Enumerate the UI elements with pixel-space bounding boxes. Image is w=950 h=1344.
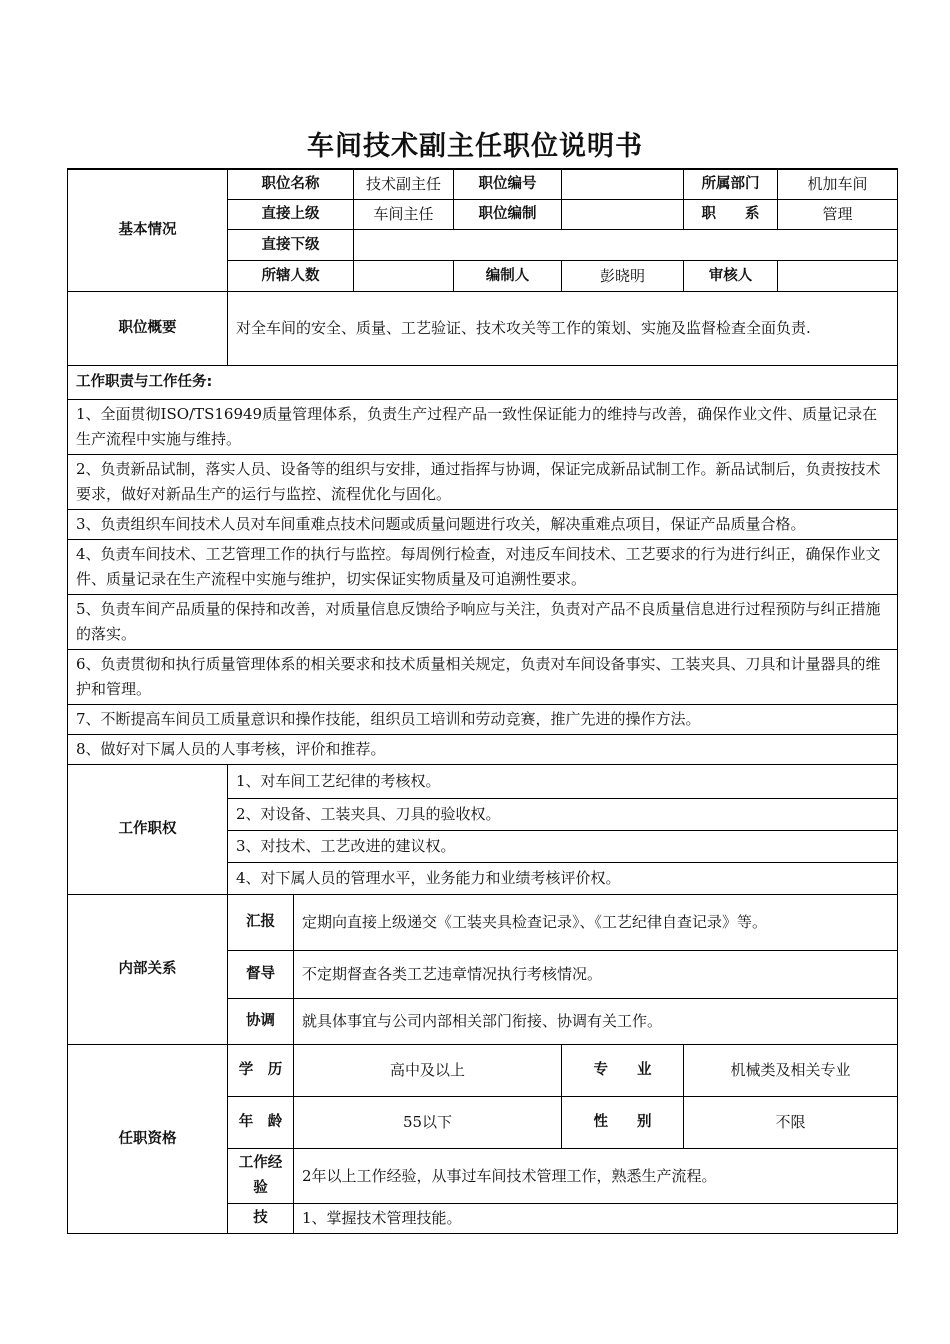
skill-text: 1、掌握技术管理技能。 (294, 1204, 898, 1234)
skill-label: 技 (228, 1204, 294, 1234)
duty-item: 7、不断提高车间员工质量意识和操作技能，组织员工培训和劳动竞赛，推广先进的操作方法。 (68, 705, 898, 735)
education-value: 高中及以上 (294, 1045, 562, 1097)
staffing-value (562, 200, 684, 230)
authority-item: 3、对技术、工艺改进的建议权。 (228, 831, 898, 863)
gender-value: 不限 (684, 1097, 898, 1149)
dept-label: 所属部门 (684, 169, 778, 200)
coordinate-label: 协调 (228, 999, 294, 1045)
relations-label: 内部关系 (68, 895, 228, 1045)
qualification-label: 任职资格 (68, 1045, 228, 1234)
report-text: 定期向直接上级递交《工装夹具检查记录》、《工艺纪律自查记录》等。 (294, 895, 898, 951)
job-description-table (67, 168, 898, 1234)
experience-text: 2年以上工作经验，从事过车间技术管理工作，熟悉生产流程。 (294, 1149, 898, 1204)
authority-item: 1、对车间工艺纪律的考核权。 (228, 765, 898, 799)
supervise-text: 不定期督查各类工艺违章情况执行考核情况。 (294, 951, 898, 999)
authority-item: 4、对下属人员的管理水平，业务能力和业绩考核评价权。 (228, 863, 898, 895)
major-value: 机械类及相关专业 (684, 1045, 898, 1097)
major-label: 专 业 (562, 1045, 684, 1097)
duty-item: 4、负责车间技术、工艺管理工作的执行与监控。每周例行检查，对违反车间技术、工艺要求的行为进行纠正，确保作业文件、质量记录在生产流程中实施与维护，切实保证实物质量及可追溯性要求。 (68, 540, 898, 595)
staffing-label: 职位编制 (454, 200, 562, 230)
subordinate-label: 直接下级 (228, 230, 354, 261)
authority-label: 工作职权 (68, 765, 228, 895)
education-label: 学 历 (228, 1045, 294, 1097)
gender-label: 性 别 (562, 1097, 684, 1149)
headcount-label: 所辖人数 (228, 261, 354, 292)
experience-label: 工作经验 (228, 1149, 294, 1204)
supervise-label: 督导 (228, 951, 294, 999)
duty-item: 6、负责贯彻和执行质量管理体系的相关要求和技术质量相关规定，负责对车间设备事实、工装夹具、刀具和计量器具的维护和管理。 (68, 650, 898, 705)
subordinate-value (354, 230, 898, 261)
duty-item: 2、负责新品试制，落实人员、设备等的组织与安排，通过指挥与协调，保证完成新品试制工作。新品试制后，负责按技术要求，做好对新品生产的运行与监控、流程优化与固化。 (68, 455, 898, 510)
headcount-value (354, 261, 454, 292)
author-label: 编制人 (454, 261, 562, 292)
reviewer-value (778, 261, 898, 292)
page-title: 车间技术副主任职位说明书 (307, 131, 643, 162)
position-no-value (562, 169, 684, 200)
report-label: 汇报 (228, 895, 294, 951)
position-name-value: 技术副主任 (354, 169, 454, 200)
dept-value: 机加车间 (778, 169, 898, 200)
series-label: 职 系 (684, 200, 778, 230)
age-label: 年 龄 (228, 1097, 294, 1149)
coordinate-text: 就具体事宜与公司内部相关部门衔接、协调有关工作。 (294, 999, 898, 1045)
reviewer-label: 审核人 (684, 261, 778, 292)
duty-item: 8、做好对下属人员的人事考核，评价和推荐。 (68, 735, 898, 765)
age-value: 55以下 (294, 1097, 562, 1149)
position-name-label: 职位名称 (228, 169, 354, 200)
overview-label: 职位概要 (68, 292, 228, 366)
overview-text: 对全车间的安全、质量、工艺验证、技术攻关等工作的策划、实施及监督检查全面负责. (228, 292, 898, 366)
duty-item: 5、负责车间产品质量的保持和改善，对质量信息反馈给予响应与关注，负责对产品不良质量信息进行过程预防与纠正措施的落实。 (68, 595, 898, 650)
authority-item: 2、对设备、工装夹具、刀具的验收权。 (228, 799, 898, 831)
duties-header: 工作职责与工作任务: (68, 366, 898, 400)
author-value: 彭晓明 (562, 261, 684, 292)
superior-label: 直接上级 (228, 200, 354, 230)
superior-value: 车间主任 (354, 200, 454, 230)
basic-section-label: 基本情况 (68, 169, 228, 292)
position-no-label: 职位编号 (454, 169, 562, 200)
duty-item: 3、负责组织车间技术人员对车间重难点技术问题或质量问题进行攻关，解决重难点项目，保证产品质量合格。 (68, 510, 898, 540)
series-value: 管理 (778, 200, 898, 230)
duty-item: 1、全面贯彻ISO/TS16949质量管理体系，负责生产过程产品一致性保证能力的维持与改善，确保作业文件、质量记录在生产流程中实施与维持。 (68, 400, 898, 455)
